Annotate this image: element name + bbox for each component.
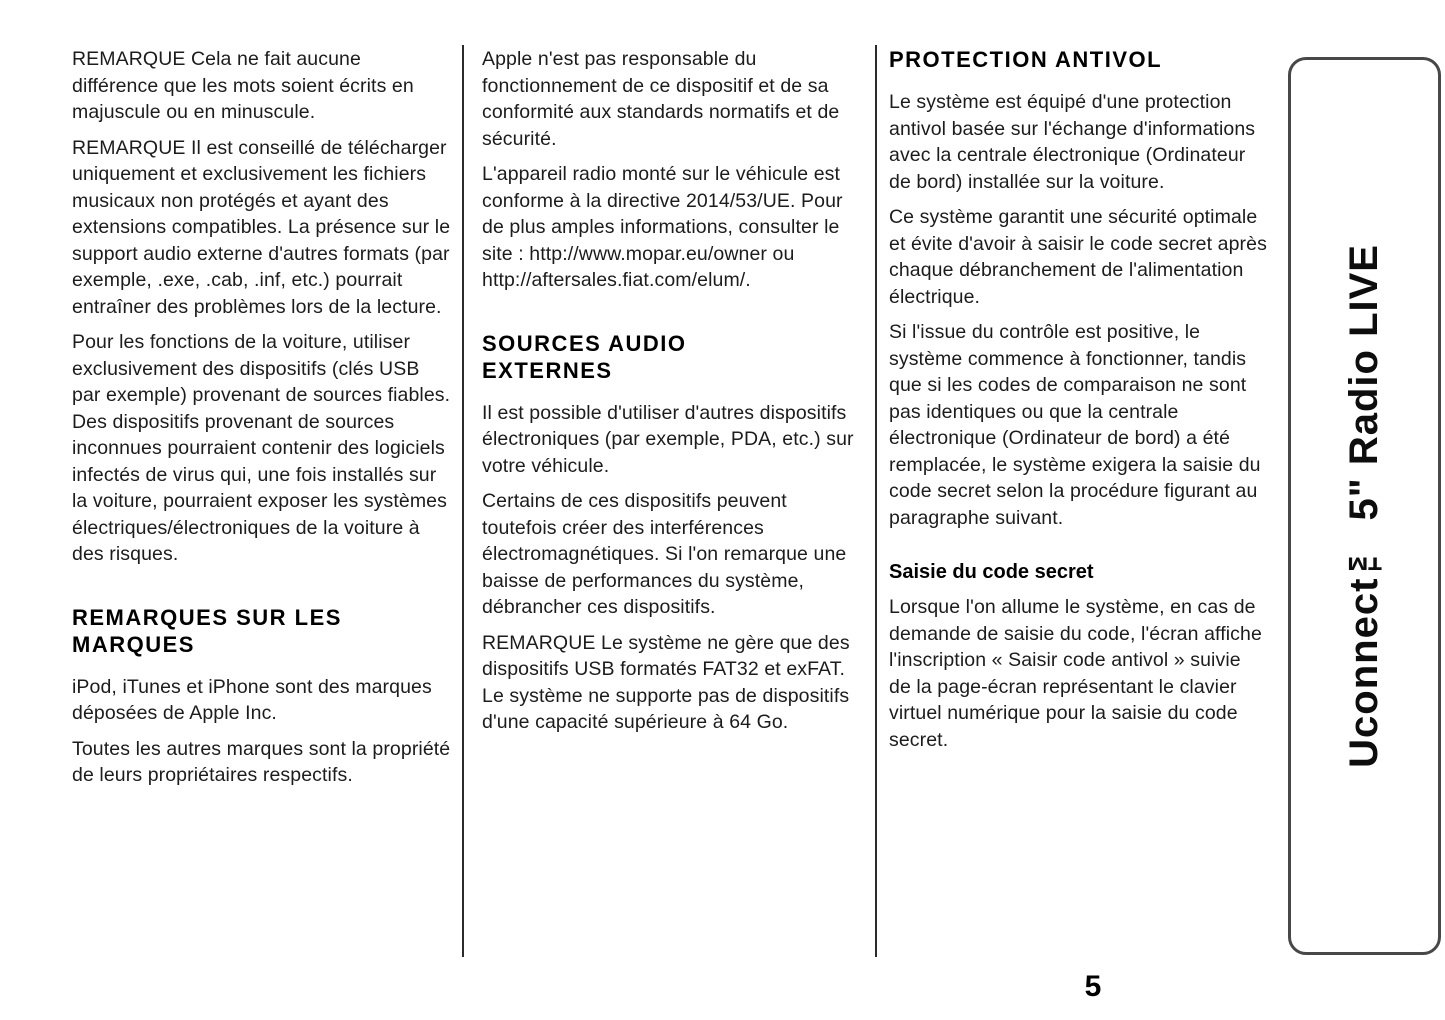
column-2 [482, 46, 860, 745]
section-heading-trademarks: REMARQUES SUR LES MARQUES [72, 604, 342, 657]
paragraph: Certains de ces dispositifs peuvent toutefois créer des interférences électromagnétiques. Si l'on remarque une baisse de performances du système, débrancher ces dispositifs. [482, 490, 847, 618]
paragraph: Ce système garantit une sécurité optimale et évite d'avoir à saisir le code secret après chaque débranchement de l'alimentation électrique. [889, 206, 1267, 308]
paragraph: Lorsque l'on allume le système, en cas de demande de saisie du code, l'écran affiche l'inscription « Saisir code antivol » suivie de la page-écran représentant le clavier virtuel numérique pour la saisie du code secret. [889, 596, 1262, 751]
page-number: 5 [1084, 970, 1102, 1003]
paragraph: REMARQUE Le système ne gère que des dispositifs USB formatés FAT32 et exFAT. Le système ne supporte pas de dispositifs d'une capacité supérieure à 64 Go. [482, 631, 850, 733]
subheading-secret-code-entry: Saisie du code secret [889, 561, 1094, 583]
section-heading-antitheft-protection: PROTECTION ANTIVOL [889, 47, 1163, 72]
paragraph: REMARQUE Cela ne fait aucune différence que les mots soient écrits en majuscule ou en minuscule. [72, 48, 414, 123]
paragraph: Toutes les autres marques sont la propriété de leurs propriétaires respectifs. [72, 737, 451, 786]
column-3 [889, 46, 1267, 762]
paragraph: Si l'issue du contrôle est positive, le système commence à fonctionner, tandis que si les codes de comparaison ne sont pas identiques ou que la centrale électronique (Ordinateur de bord) a été remplacée, le système exigera la saisie du code secret selon la procédure figurant au paragraphe suivant. [889, 321, 1261, 529]
chapter-tab [1288, 57, 1441, 955]
paragraph: Apple n'est pas responsable du fonctionnement de ce dispositif et de sa conformité aux standards normatifs et de sécurité. [482, 48, 840, 150]
column-1 [72, 46, 452, 798]
paragraph: iPod, iTunes et iPhone sont des marques déposées de Apple Inc. [72, 675, 432, 724]
paragraph: Le système est équipé d'une protection antivol basée sur l'échange d'informations avec la centrale électronique (Ordinateur de bord) installée sur la voiture. [889, 91, 1256, 193]
paragraph: Il est possible d'utiliser d'autres dispositifs électroniques (par exemple, PDA, etc.) sur votre véhicule. [482, 401, 854, 477]
paragraph: Pour les fonctions de la voiture, utiliser exclusivement des dispositifs (clés USB par exemple) provenant de sources fiables. Des dispositifs provenant de sources inconnues pourraient contenir des logiciels infectés de virus qui, une fois installés sur la voiture, pourraient exposer les systèmes électriques/électroniques de la voiture à des risques. [72, 331, 451, 565]
column-divider-1 [462, 45, 464, 957]
paragraph: L'appareil radio monté sur le véhicule est conforme à la directive 2014/53/UE. Pour de plus amples informations, consulter le site : http://www.mopar.eu/owner ou http://aftersales.fiat.com/elum/. [482, 163, 843, 291]
column-divider-2 [875, 45, 877, 957]
chapter-tab-title: Uconnect™ 5" Radio LIVE [1342, 244, 1386, 768]
section-heading-external-audio-sources: SOURCES AUDIO EXTERNES [482, 330, 687, 383]
paragraph: REMARQUE Il est conseillé de télécharger uniquement et exclusivement les fichiers musicaux non protégés et ayant des extensions compatibles. La présence sur le support audio externe d'autres formats (par exemple, .exe, .cab, .inf, etc.) pourrait entraîner des problèmes lors de la lecture. [72, 136, 451, 318]
